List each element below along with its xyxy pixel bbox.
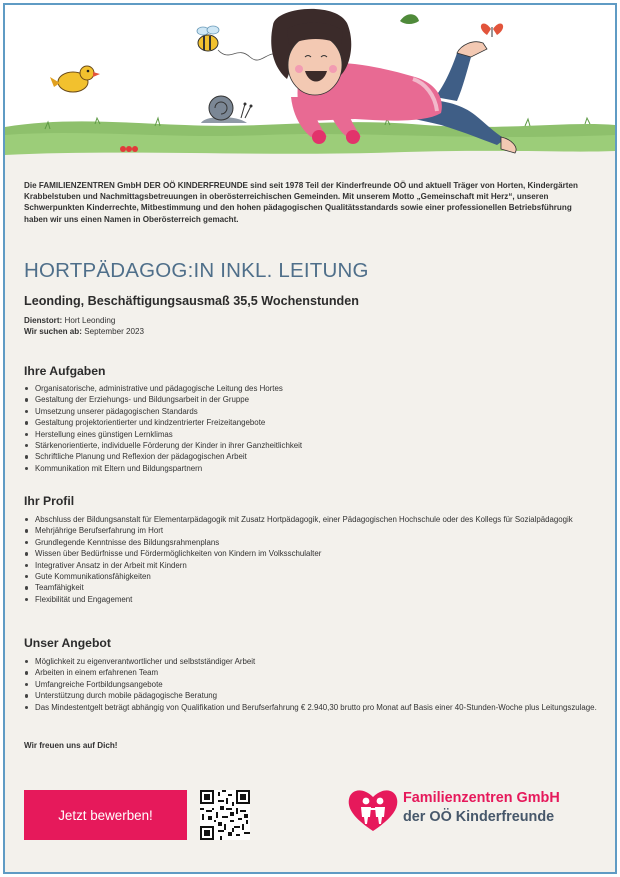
list-item: Integrativer Ansatz in der Arbeit mit Kindern (24, 560, 599, 571)
list-item: Schriftliche Planung und Reflexion der pädagogischen Arbeit (24, 451, 599, 462)
logo-line-2: der OÖ Kinderfreunde (403, 809, 555, 825)
job-subtitle: Leonding, Beschäftigungsausmaß 35,5 Wochenstunden (24, 294, 359, 308)
list-item: Gestaltung der Erziehungs- und Bildungsarbeit in der Gruppe (24, 394, 599, 405)
list-item: Abschluss der Bildungsanstalt für Elementarpädagogik mit Zusatz Hortpädagogik, einer Pädagogischen Hochschule oder des Kollegs für Sozialpädagogik (24, 514, 599, 525)
list-item: Stärkenorientierte, individuelle Förderung der Kinder in ihrer Ganzheitlichkeit (24, 440, 599, 451)
company-intro: Die FAMILIENZENTREN GmbH DER OÖ KINDERFREUNDE sind seit 1978 Teil der Kinderfreunde OÖ und aktuell Träger von Horten, Kindergärten Krabbelstuben und Nachmittagsbetreuungen in oberösterreichischen Gemeinden. Mit unserem Motto „Gemeinschaft mit Herz“, unseren Schwerpunkten Kinderrechte, Mitbestimmung und den hohen pädagogischen Qualitätsstandards sowie einer professionellen Betriebsführung haben wir uns einen Namen in Oberösterreich gemacht. (24, 181, 578, 224)
job-ad-page (3, 3, 617, 874)
start-line (24, 327, 524, 336)
logo-line-1: Familienzentren GmbH (403, 790, 560, 806)
list-item: Wissen über Bedürfnisse und Fördermöglichkeiten von Kindern im Volksschulalter (24, 548, 599, 559)
hero-illustration (5, 5, 615, 173)
location-label: Dienstort: (24, 316, 63, 325)
list-item: Gestaltung projektorientierter und kindzentrierter Freizeitangebote (24, 417, 599, 428)
list-item: Grundlegende Kenntnisse des Bildungsrahmenplans (24, 537, 599, 548)
list-item: Mehrjährige Berufserfahrung im Hort (24, 525, 599, 536)
list-item: Unterstützung durch mobile pädagogische Beratung (24, 690, 599, 701)
list-item: Flexibilität und Engagement (24, 594, 599, 605)
job-title: HORTPÄDAGOG:IN INKL. LEITUNG (24, 259, 369, 282)
list-item: Das Mindestentgelt beträgt abhängig von Qualifikation und Berufserfahrung € 2.940,30 brutto pro Monat auf Basis einer 40-Stunden-Woche plus Leitungszulage. (24, 702, 599, 713)
company-logo (345, 785, 595, 835)
profil-list (24, 514, 599, 605)
list-item: Arbeiten in einem erfahrenen Team (24, 667, 599, 678)
apply-button[interactable]: Jetzt bewerben! (24, 790, 187, 840)
list-item: Organisatorische, administrative und pädagogische Leitung des Hortes (24, 383, 599, 394)
section-heading-aufgaben: Ihre Aufgaben (24, 364, 106, 378)
aufgaben-list (24, 383, 599, 474)
list-item: Kommunikation mit Eltern und Bildungspartnern (24, 463, 599, 474)
list-item: Gute Kommunikationsfähigkeiten (24, 571, 599, 582)
list-item: Teamfähigkeit (24, 582, 599, 593)
location-value: Hort Leonding (64, 316, 116, 325)
angebot-list (24, 656, 599, 713)
location-line (24, 316, 524, 325)
flower-icon (120, 146, 138, 152)
start-label: Wir suchen ab: (24, 327, 82, 336)
list-item: Herstellung eines günstigen Lernklimas (24, 429, 599, 440)
section-heading-profil: Ihr Profil (24, 494, 75, 508)
list-item: Umfangreiche Fortbildungsangebote (24, 679, 599, 690)
list-item: Umsetzung unserer pädagogischen Standards (24, 406, 599, 417)
list-item: Möglichkeit zu eigenverantwortlicher und selbstständiger Arbeit (24, 656, 599, 667)
heart-children-icon (345, 785, 401, 835)
start-value: September 2023 (84, 327, 145, 336)
closing-text: Wir freuen uns auf Dich! (24, 741, 118, 750)
section-heading-angebot: Unser Angebot (24, 636, 111, 650)
qr-code[interactable] (200, 790, 250, 840)
